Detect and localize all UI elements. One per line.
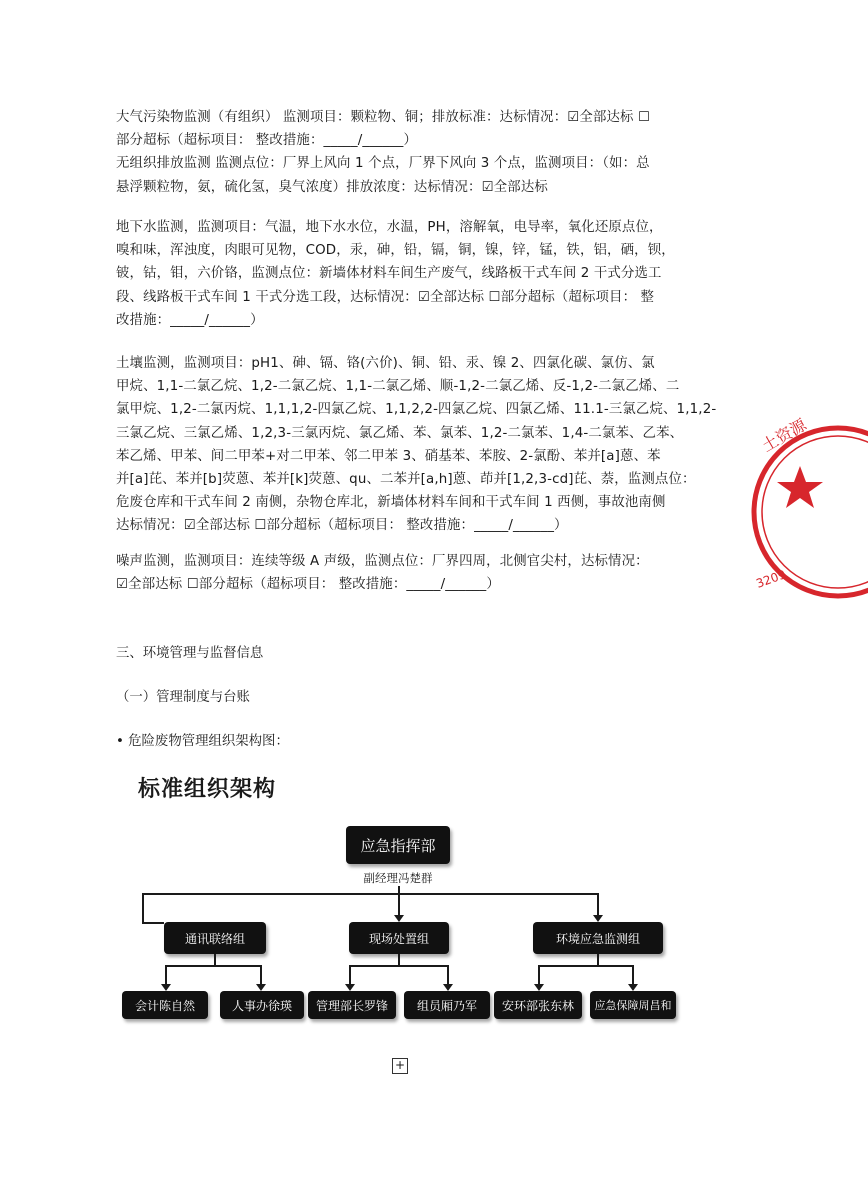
seal-text: 土资源 (758, 415, 810, 456)
section-subtitle: （一）管理制度与台账 (116, 690, 250, 705)
org-group-node: 通讯联络组 (164, 922, 266, 954)
seal-number: 3209 (754, 567, 788, 591)
connector-line (447, 965, 449, 985)
connector-line (632, 965, 634, 985)
text-line: 嗅和味，浑浊度，肉眼可见物，COD，汞，砷，铅，镉，铜，镍，锌，锰，铁，铝，硒，钡， (116, 243, 675, 259)
connector-line (142, 922, 164, 924)
text-line: 悬浮颗粒物，氨，硫化氢，臭气浓度）排放浓度：达标情况：☑全部达标 (116, 179, 548, 195)
text-line: 段、线路板干式车间 1 干式分选工段，达标情况：☑全部达标 ☐部分超标（超标项目： 整 (116, 289, 655, 305)
text-line: 苯乙烯、甲苯、间二甲苯+对二甲苯、邻二甲苯 3、硝基苯、苯胺、2-氯酚、苯并[a]蒽、苯 (116, 448, 661, 464)
section-title: 三、环境管理与监督信息 (116, 646, 264, 661)
company-seal (748, 412, 868, 612)
org-member-node: 人事办徐瑛 (220, 991, 304, 1019)
text-line: 改措施：_____/______） (116, 312, 264, 328)
connector-line (538, 965, 540, 985)
arrow-head (593, 915, 603, 922)
connector-line (165, 965, 262, 967)
org-root-node: 应急指挥部 (346, 826, 450, 864)
org-member-node: 组员厢乃军 (404, 991, 490, 1019)
connector-line (398, 893, 400, 917)
text-line: 甲烷、1,1-二氯乙烷、1,2-二氯乙烷、1,1-二氯乙烯、顺-1,2-二氯乙烯、反-1,2-二氯乙烯、二 (116, 379, 680, 395)
arrow-head (345, 984, 355, 991)
org-root-caption: 副经理冯楚群 (363, 871, 433, 885)
connector-line (349, 965, 351, 985)
bullet-item: • 危险废物管理组织架构图： (116, 734, 289, 749)
text-line: 危废仓库和干式车间 2 南侧，杂物仓库北，新墙体材料车间和干式车间 1 西侧，事故池南侧 (116, 495, 666, 511)
org-member-node: 应急保障周昌和 (590, 991, 676, 1019)
connector-line (165, 965, 167, 985)
connector-line (142, 893, 144, 923)
text-line: 达标情况：☑全部达标 ☐部分超标（超标项目： 整改措施：_____/______） (116, 518, 568, 534)
text-line: 土壤监测，监测项目：pH1、砷、镉、铬(六价)、铜、铅、汞、镍 2、四氯化碳、氯仿、氯 (116, 356, 655, 371)
org-group-node: 环境应急监测组 (533, 922, 663, 954)
text-line: 部分超标（超标项目： 整改措施：_____/______） (116, 133, 418, 149)
text-line: 铍，钴，钼，六价铬，监测点位：新墙体材料车间生产废气，线路板干式车间 2 干式分选工 (116, 266, 662, 282)
arrow-head (443, 984, 453, 991)
arrow-head (161, 984, 171, 991)
groundwater-monitoring-paragraph (116, 216, 682, 332)
connector-line (597, 893, 599, 917)
org-member-node: 安环部张东林 (494, 991, 582, 1019)
text-line: 噪声监测，监测项目：连续等级 A 声级，监测点位：厂界四周，北侧官尖村，达标情况： (116, 554, 649, 569)
org-group-node: 现场处置组 (349, 922, 449, 954)
connector-line (349, 965, 449, 967)
arrow-head (628, 984, 638, 991)
text-line: 氯甲烷、1,2-二氯丙烷、1,1,1,2-四氯乙烷、1,1,2,2-四氯乙烷、四氯乙烯、11.1-三氯乙烷、1,1,2- (116, 402, 717, 418)
connector-line (142, 893, 599, 895)
plus-icon[interactable]: + (392, 1058, 408, 1074)
org-member-node: 管理部长罗锋 (308, 991, 396, 1019)
connector-line (538, 965, 634, 967)
air-monitoring-paragraph (116, 106, 682, 199)
text-line: 大气污染物监测（有组织） 监测项目：颗粒物、铜；排放标准：达标情况：☑全部达标 ☐ (116, 110, 651, 125)
noise-monitoring-paragraph (116, 550, 682, 596)
arrow-head (256, 984, 266, 991)
text-line: 地下水监测，监测项目：气温，地下水水位，水温，PH，溶解氧，电导率，氧化还原点位， (116, 220, 663, 235)
connector-line (260, 965, 262, 985)
org-member-node: 会计陈自然 (122, 991, 208, 1019)
org-chart-title: 标准组织架构 (138, 777, 277, 802)
soil-monitoring-paragraph (116, 352, 717, 538)
text-line: 并[a]芘、苯并[b]荧蒽、苯并[k]荧蒽、qu、二苯并[a,h]蒽、茚并[1,2,3-cd]芘、萘，监测点位： (116, 472, 696, 488)
arrow-head (394, 915, 404, 922)
star-icon (777, 466, 823, 508)
arrow-head (534, 984, 544, 991)
text-line: 三氯乙烷、三氯乙烯、1,2,3-三氯丙烷、氯乙烯、苯、氯苯、1,2-二氯苯、1,4-二氯苯、乙苯、 (116, 425, 684, 441)
text-line: ☑全部达标 ☐部分超标（超标项目： 整改措施：_____/______） (116, 577, 500, 593)
text-line: 无组织排放监测 监测点位：厂界上风向 1 个点，厂界下风向 3 个点，监测项目：（如：总 (116, 156, 650, 172)
